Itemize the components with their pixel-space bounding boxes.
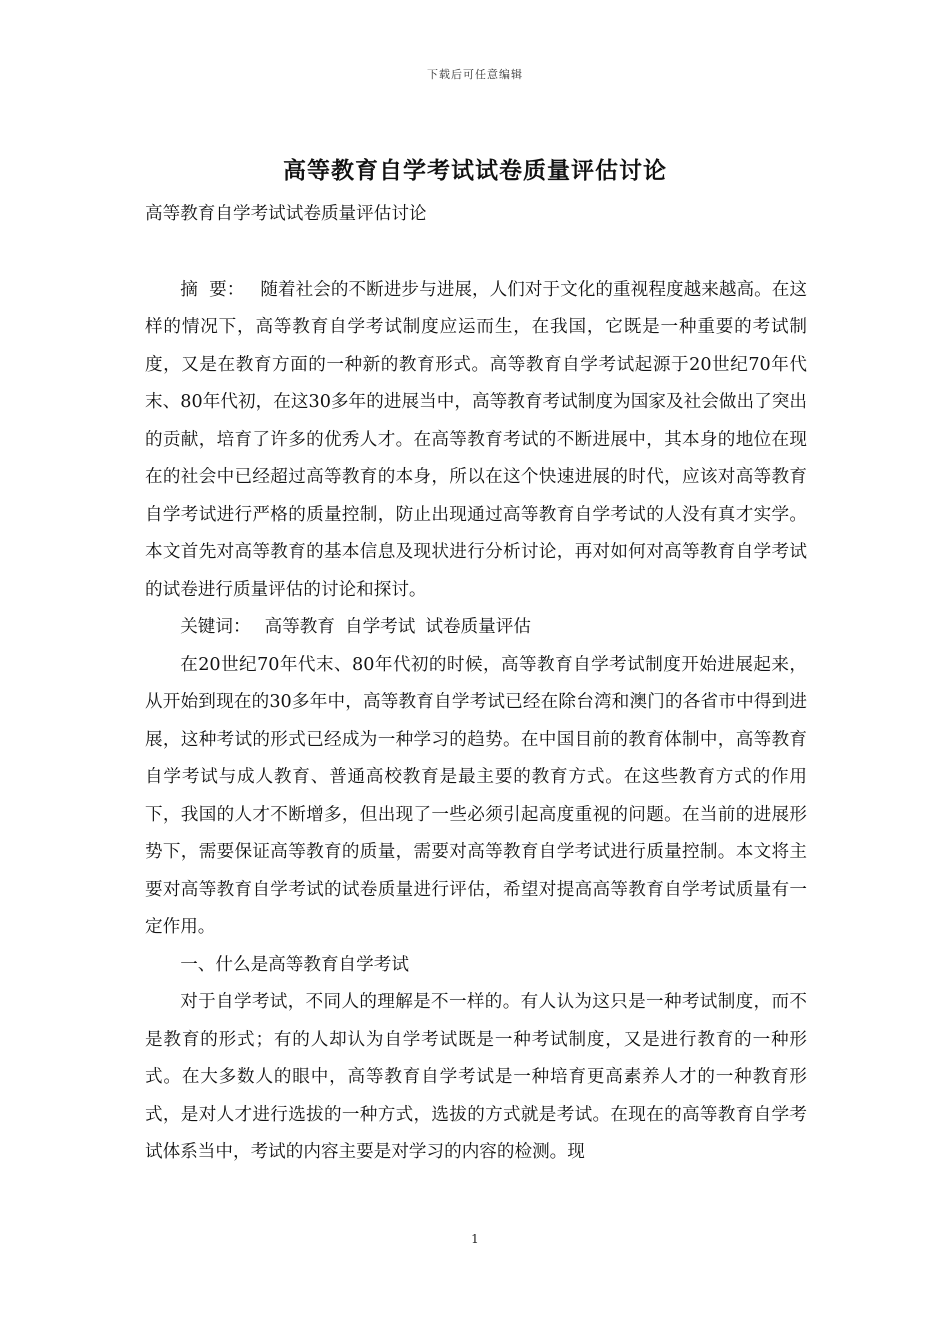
keyword-item: 自学考试 xyxy=(344,617,416,637)
section-heading-1: 一、什么是高等教育自学考试 xyxy=(180,954,409,975)
abstract-label: 摘 要： xyxy=(180,279,245,300)
page-header-note: 下载后可任意编辑 xyxy=(427,68,523,81)
body-paragraph-intro: 在20世纪70年代末、80年代初的时候，高等教育自学考试制度开始进展起来，从开始到现在的30多年中，高等教育自学考试已经在除台湾和澳门的各省市中得到进展，这种考试的形式已经成为一种学习的趋势。在中国目前的教育体制中，高等教育自学考试与成人教育、普通高校教育是最主要的教育方式。在这些教育方式的作用下，我国的人才不断增多，但出现了一些必须引起高度重视的问题。在当前的进展形势下，需要保证高等教育的质量，需要对高等教育自学考试进行质量控制。本文将主要对高等教育自学考试的试卷质量进行评估，希望对提高高等教育自学考试质量有一定作用。 xyxy=(145,654,807,937)
document-body xyxy=(145,196,807,1172)
keyword-item: 高等教育 xyxy=(264,617,335,637)
body-paragraph-section-1: 对于自学考试，不同人的理解是不一样的。有人认为这只是一种考试制度，而不是教育的形式；有的人却认为自学考试既是一种考试制度，又是进行教育的一种形式。在大多数人的眼中，高等教育自学考试是一种培育更高素养人才的一种教育形式，是对人才进行选拔的一种方式，选拔的方式就是考试。在现在的高等教育自学考试体系当中，考试的内容主要是对学习的内容的检测。现 xyxy=(145,992,807,1162)
keywords-paragraph xyxy=(145,609,807,647)
page-number: 1 xyxy=(471,1232,479,1246)
abstract-paragraph xyxy=(145,272,807,610)
keywords-label: 关键词： xyxy=(180,617,251,637)
document-subtitle: 高等教育自学考试试卷质量评估讨论 xyxy=(145,204,427,224)
document-title: 高等教育自学考试试卷质量评估讨论 xyxy=(283,157,667,184)
abstract-text: 随着社会的不断进步与进展，人们对于文化的重视程度越来越高。在这样的情况下，高等教育自学考试制度应运而生，在我国，它既是一种重要的考试制度，又是在教育方面的一种新的教育形式。高等教育自学考试起源于20世纪70年代末、80年代初，在这30多年的进展当中，高等教育考试制度为国家及社会做出了突出的贡献，培育了许多的优秀人才。在高等教育考试的不断进展中，其本身的地位在现在的社会中已经超过高等教育的本身，所以在这个快速进展的时代，应该对高等教育自学考试进行严格的质量控制，防止出现通过高等教育自学考试的人没有真才实学。本文首先对高等教育的基本信息及现状进行分析讨论，再对如何对高等教育自学考试的试卷进行质量评估的讨论和探讨。 xyxy=(145,279,807,600)
keyword-item: 试卷质量评估 xyxy=(425,617,531,637)
